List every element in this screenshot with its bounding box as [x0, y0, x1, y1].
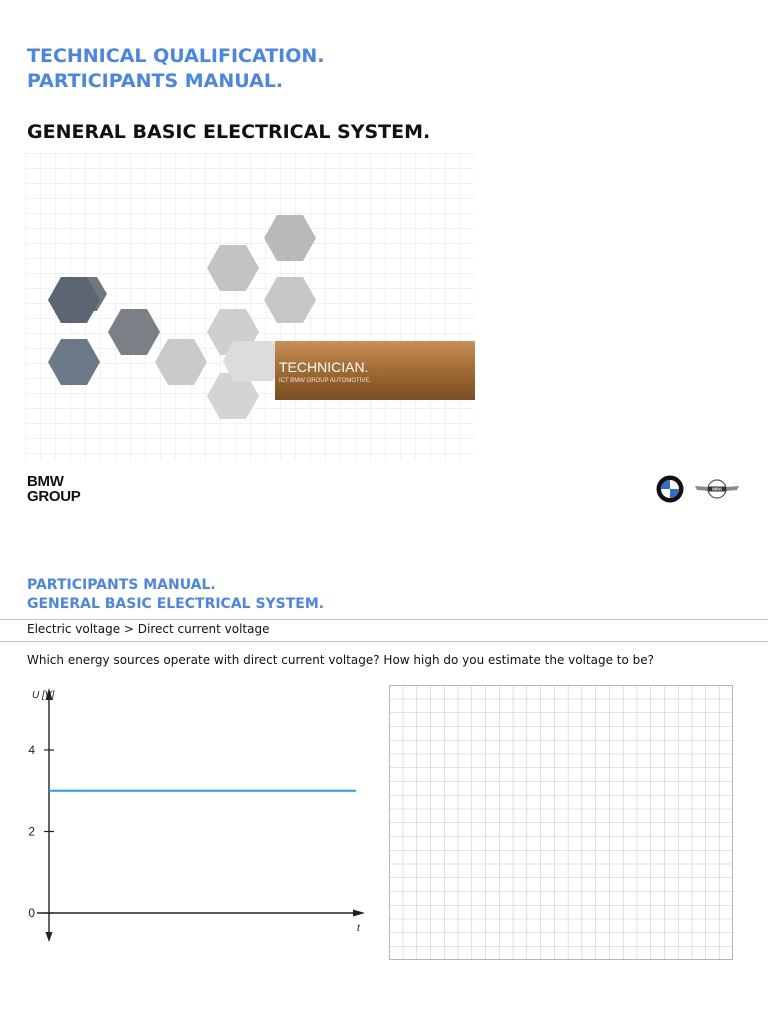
- bmw-roundel-icon: [656, 475, 684, 503]
- mini-wings-icon: [693, 478, 741, 500]
- chart-ticks: [28, 743, 54, 920]
- title-line-2: PARTICIPANTS MANUAL.: [27, 70, 284, 92]
- x-axis-label: t: [357, 923, 360, 934]
- document-title: [27, 44, 325, 94]
- section-heading: PARTICIPANTS MANUAL. GENERAL BASIC ELECTRICAL SYSTEM.: [27, 577, 325, 612]
- bmw-group-logo: BMW GROUP: [27, 473, 81, 505]
- document-subtitle: GENERAL BASIC ELECTRICAL SYSTEM.: [27, 121, 431, 143]
- question-text: Which energy sources operate with direct current voltage? How high do you estimate the voltage to be?: [27, 653, 655, 667]
- answer-grid: [389, 685, 733, 960]
- cover-image: [25, 153, 475, 461]
- banner-title: TECHNICIAN.: [279, 359, 369, 375]
- title-line-1: TECHNICAL QUALIFICATION.: [27, 45, 325, 67]
- y-tick-label-2: 2: [28, 824, 35, 839]
- breadcrumb: Electric voltage > Direct current voltage: [27, 622, 270, 636]
- y-tick-label-4: 4: [28, 743, 35, 757]
- svg-text:MINI: MINI: [712, 486, 722, 492]
- divider-top: [0, 619, 768, 620]
- y-tick-label-0: 0: [28, 906, 35, 920]
- voltage-chart: [20, 680, 380, 950]
- y-axis-label: U [V]: [32, 690, 55, 701]
- divider-bottom: [0, 641, 768, 642]
- x-axis-arrow: [353, 910, 365, 917]
- chart-axes: [37, 688, 365, 942]
- banner-subtitle: ICT BMW GROUP AUTOMOTIVE.: [279, 378, 372, 384]
- y-axis-down-arrow: [46, 932, 53, 942]
